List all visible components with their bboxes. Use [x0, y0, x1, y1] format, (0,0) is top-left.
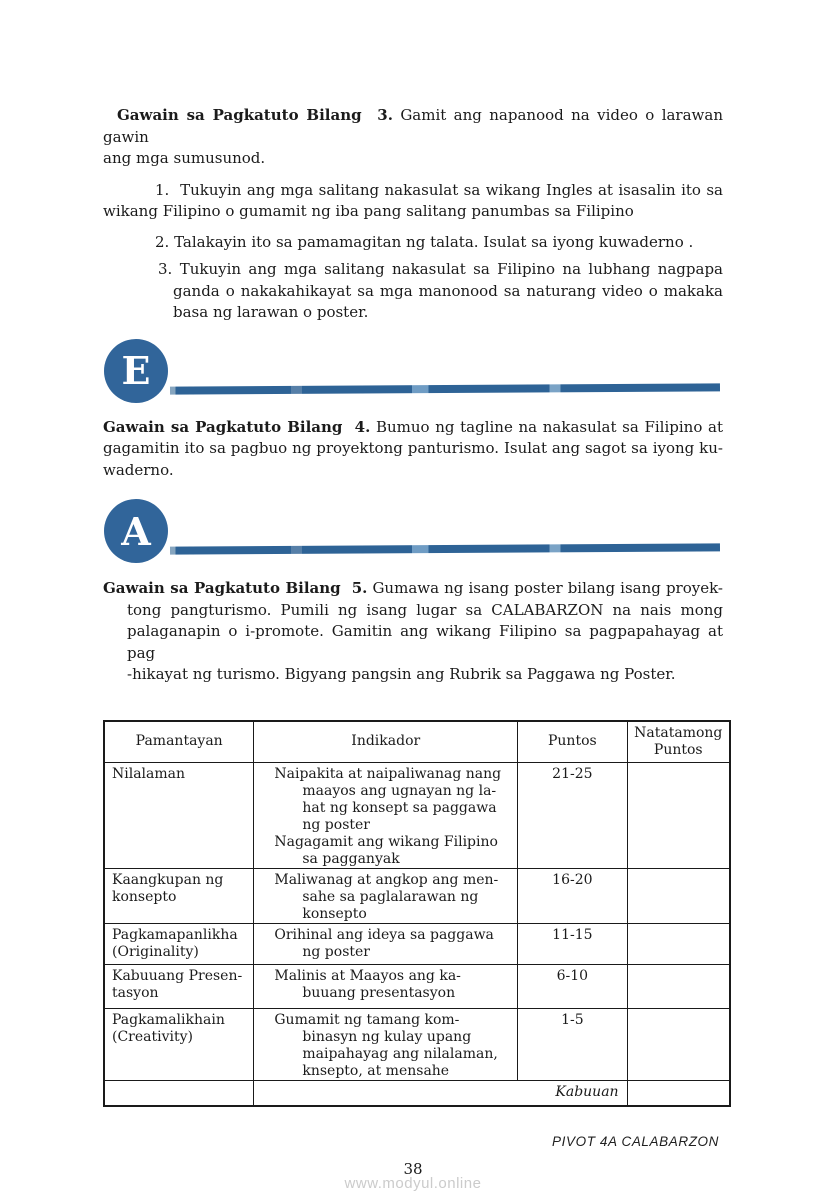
activity-5-line-3: palaganapin o i-promote. Gamitin ang wikang Filipino sa pagpapahayag at pag [127, 622, 723, 662]
activity-5-line-2: tong pangturismo. Pumili ng isang lugar sa CALABARZON na nais mong [127, 600, 723, 619]
rubric-table [103, 720, 731, 1108]
section-e-circle-icon: E [104, 339, 168, 403]
activity-5-line-4: -hikayat ng turismo. Bigyang pangsin ang Rubrik sa Paggawa ng Poster. [127, 665, 676, 683]
total-label-cell: Kabuuan [254, 1080, 627, 1106]
points-cell: 16-20 [518, 868, 627, 923]
total-row-empty-criterion [104, 1080, 254, 1106]
activity-4-text: Bumuo ng tagline na nakasulat sa Filipino at [370, 417, 723, 436]
activity-4-line-3: waderno. [103, 460, 174, 479]
rubric-body [104, 762, 730, 1080]
section-e-banner [103, 339, 723, 404]
points-cell: 6-10 [518, 964, 627, 1008]
points-cell: 11-15 [518, 923, 627, 964]
activity-4-line-1 [103, 417, 723, 439]
item-3-line-2: ganda o nakakahikayat sa mga manonood sa naturang video o makaka [173, 281, 723, 300]
activity-4-paragraph [103, 417, 723, 482]
item-3-line-3: basa ng larawan o poster. [173, 303, 369, 321]
points-cell: 21-25 [518, 762, 627, 868]
activity-5-label: Gawain sa Pagkatuto Bilang 5. [103, 579, 368, 597]
list-item-3 [103, 259, 723, 324]
item-1-line-2: wikang Filipino o gumamit ng iba pang salitang panumbas sa Filipino [103, 202, 634, 220]
item-2-line-1: 2. Talakayin ito sa pamamagitan ng talata. Isulat sa iyong kuwaderno . [155, 232, 694, 251]
total-score-cell [627, 1080, 730, 1106]
attained-points-cell [627, 964, 730, 1008]
criterion-cell: Pagkamalikhain (Creativity) [104, 1008, 254, 1080]
list-item-2 [103, 232, 723, 254]
activity-3-label: Gawain sa Pagkatuto Bilang 3. [117, 106, 393, 124]
criterion-cell: Nilalaman [104, 762, 254, 868]
rubric-header-indikador: Indikador [254, 721, 518, 763]
rubric-row [104, 868, 730, 923]
page-number: 38 [403, 1160, 423, 1178]
activity-4-label: Gawain sa Pagkatuto Bilang 4. [103, 417, 371, 436]
attained-points-cell [627, 762, 730, 868]
activity-3-text: Gamit ang napanood na video o larawan gawin [103, 106, 723, 146]
criterion-cell: Kabuuang Presen- tasyon [104, 964, 254, 1008]
activity-5-text: Gumawa ng isang poster bilang isang proyek- [367, 579, 723, 597]
criterion-cell: Kaangkupan ng konsepto [104, 868, 254, 923]
attained-points-cell [627, 1008, 730, 1080]
indicator-cell: Orihinal ang ideya sa paggawa ng poster [254, 923, 518, 964]
activity-3-line-1 [103, 105, 723, 148]
attained-points-cell [627, 868, 730, 923]
indicator-cell: Naipakita at naipaliwanag nang maayos ang ugnayan ng la- hat ng konsept sa paggawa ng poster Nagagamit ang wikang Filipino sa pagganyak [254, 762, 518, 868]
indicator-cell: Maliwanag at angkop ang men- sahe sa paglalarawan ng konsepto [254, 868, 518, 923]
item-1-line-1: 1. Tukuyin ang mga salitang nakasulat sa wikang Ingles at isasalin ito sa [155, 180, 723, 199]
rubric-header-puntos: Puntos [518, 721, 627, 763]
indicator-cell: Gumamit ng tamang kom- binasyn ng kulay upang maipahayag ang nilalaman, knsepto, at mensahe [254, 1008, 518, 1080]
rubric-header-natatamong-puntos: Natatamong Puntos [627, 721, 730, 763]
page-content [103, 0, 723, 1192]
watermark: www.modyul.online [344, 1175, 482, 1192]
activity-3-line-2: ang mga sumusunod. [103, 149, 266, 167]
rubric-total-row [104, 1080, 730, 1106]
criterion-cell: Pagkamapanlikha (Originality) [104, 923, 254, 964]
attained-points-cell [627, 923, 730, 964]
rubric-row [104, 1008, 730, 1080]
activity-5-line-1 [103, 578, 723, 600]
item-3-line-1: 3. Tukuyin ang mga salitang nakasulat sa Filipino na lubhang nagpapa [158, 260, 723, 278]
rubric-row [104, 762, 730, 868]
footer-brand: PIVOT 4A CALABARZON [552, 1134, 719, 1149]
rubric-row [104, 964, 730, 1008]
list-item-1 [103, 180, 723, 223]
rubric-header [104, 721, 730, 763]
section-a-banner [103, 499, 723, 564]
rubric-total-section [104, 1080, 730, 1106]
rubric-header-pamantayan: Pamantayan [104, 721, 254, 763]
activity-3-paragraph [103, 105, 723, 170]
section-e-divider-line [170, 383, 720, 394]
rubric-row [104, 923, 730, 964]
points-cell: 1-5 [518, 1008, 627, 1080]
activity-5-paragraph [103, 578, 723, 686]
section-a-divider-line [170, 543, 720, 554]
indicator-cell: Malinis at Maayos ang ka- buuang presentasyon [254, 964, 518, 1008]
section-a-circle-icon: A [104, 499, 168, 563]
activity-4-line-2: gagamitin ito sa pagbuo ng proyektong panturismo. Isulat ang sagot sa iyong ku- [103, 439, 723, 457]
